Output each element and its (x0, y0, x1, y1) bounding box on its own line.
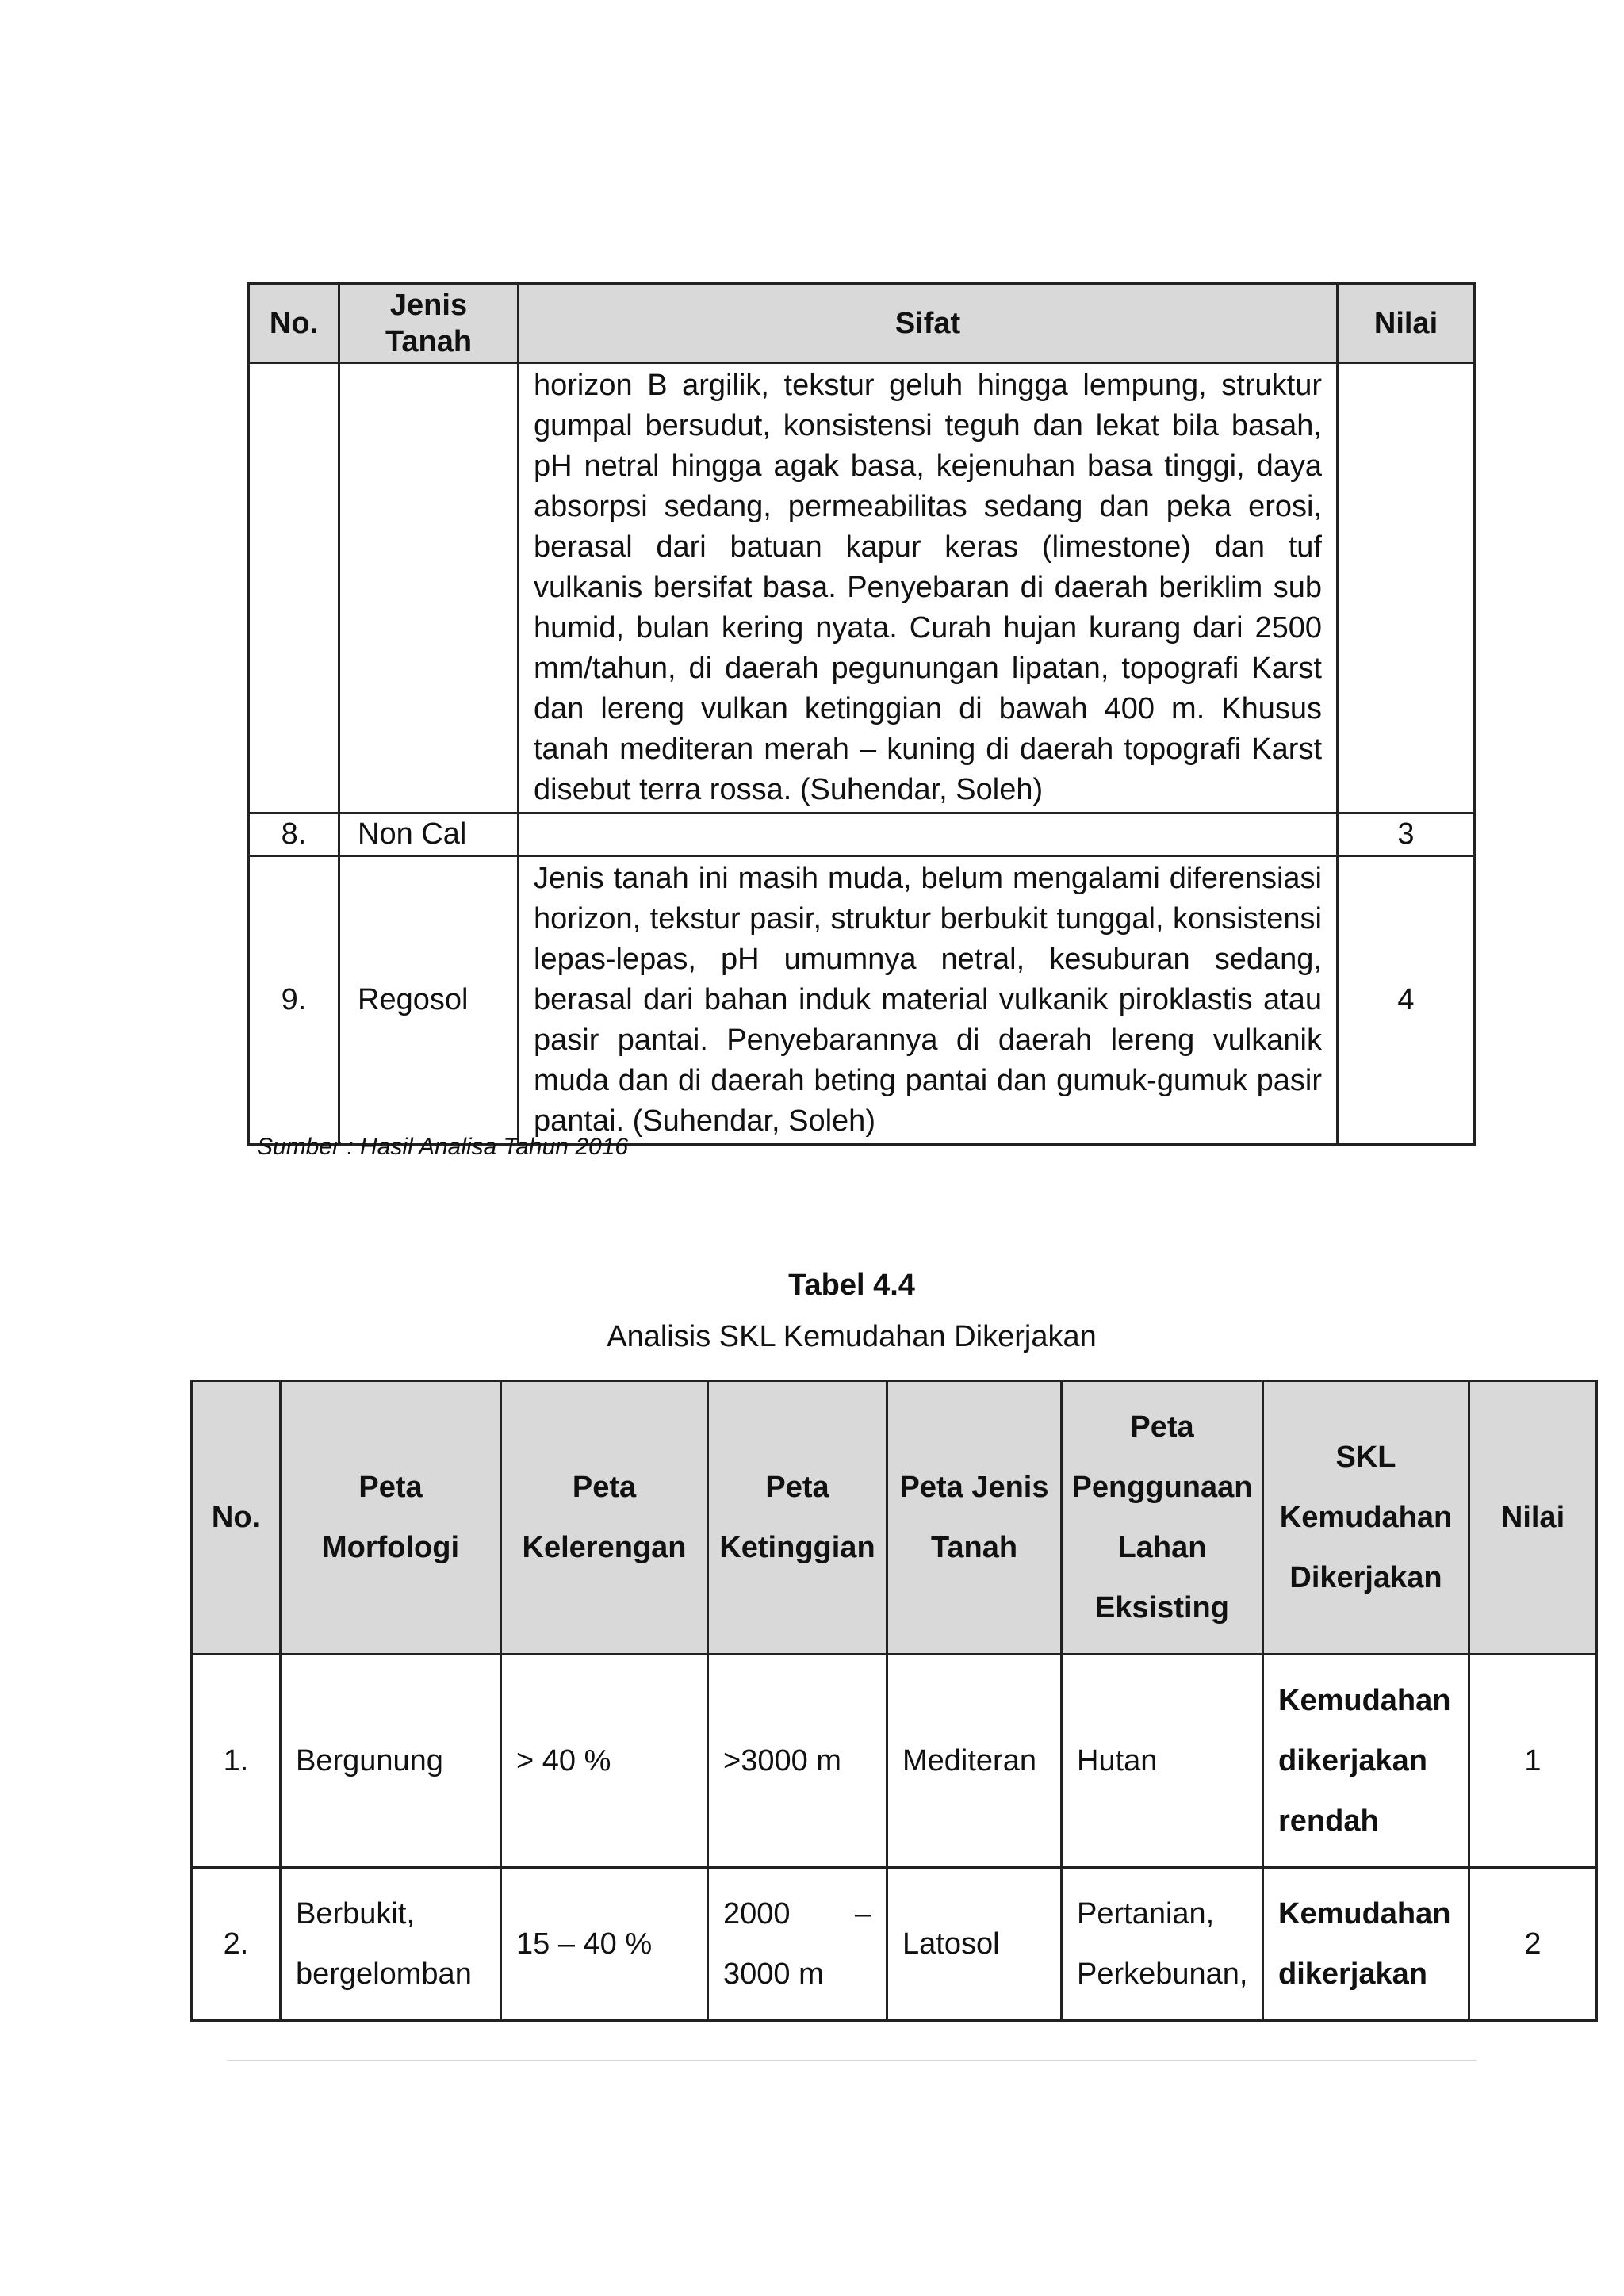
header-line: Dikerjakan (1289, 1561, 1442, 1594)
cell-line: 3000 m (723, 1957, 824, 1991)
cell-line: Perkebunan, (1077, 1957, 1248, 1991)
cell-no: 1. (192, 1655, 281, 1868)
table-caption-title: Tabel 4.4 (788, 1269, 915, 1302)
table-row (249, 856, 1475, 1145)
header-line: Peta (1130, 1410, 1194, 1444)
header-sifat: Sifat (519, 284, 1338, 363)
header-peta-kelerengan (501, 1381, 708, 1655)
table-row (249, 813, 1475, 856)
header-peta-penggunaan-lahan (1062, 1381, 1263, 1655)
header-peta-jenis-tanah (887, 1381, 1062, 1655)
header-line: Peta (765, 1471, 829, 1504)
soil-type-table (247, 282, 1476, 1146)
cell-jenis-tanah: Latosol (887, 1868, 1062, 2021)
cell-line: >3000 m (723, 1744, 841, 1777)
cell-line: Bergunung (296, 1744, 443, 1777)
cell-nilai: 4 (1338, 856, 1475, 1145)
table-row (192, 1655, 1597, 1868)
cell-line: Kemudahan (1278, 1897, 1451, 1931)
cell-text: – (854, 1897, 871, 1931)
cell-skl (1263, 1868, 1469, 2021)
cell-jenis-tanah: Mediteran (887, 1655, 1062, 1868)
table-header-row (249, 284, 1475, 363)
header-skl-kemudahan (1263, 1381, 1469, 1655)
cell-skl (1263, 1655, 1469, 1868)
cell-morfologi (281, 1868, 501, 2021)
header-jenis-tanah (339, 284, 519, 363)
cell-jenis: Regosol (339, 856, 519, 1145)
header-line: Eksisting (1095, 1591, 1229, 1624)
cell-line: Berbukit, (296, 1897, 415, 1931)
header-jenis-line1: Jenis (389, 288, 468, 322)
header-line: Peta Jenis (899, 1471, 1049, 1504)
header-jenis-line2: Tanah (385, 324, 473, 358)
cell-no: 2. (192, 1868, 281, 2021)
cell-no: 8. (249, 813, 339, 856)
cell-line: bergelomban (296, 1957, 472, 1991)
cell-jenis (339, 363, 519, 813)
header-no: No. (192, 1381, 281, 1655)
cell-line: dikerjakan (1278, 1744, 1427, 1777)
cell-line: Pertanian, (1077, 1897, 1215, 1931)
cell-no (249, 363, 339, 813)
header-nilai: Nilai (1338, 284, 1475, 363)
cell-nilai: 1 (1469, 1655, 1597, 1868)
table-row (192, 1868, 1597, 2021)
header-line: SKL (1335, 1441, 1396, 1474)
cell-penggunaan (1062, 1868, 1263, 2021)
header-line: Peta (358, 1471, 423, 1504)
table-row (249, 363, 1475, 813)
cell-ketinggian (708, 1868, 887, 2021)
header-line: Tanah (930, 1531, 1018, 1564)
cell-penggunaan (1062, 1655, 1263, 1868)
cell-line: Kemudahan (1278, 1684, 1451, 1717)
table-source-note: Sumber : Hasil Analisa Tahun 2016 (257, 1134, 629, 1160)
cell-line: dikerjakan (1278, 1957, 1427, 1991)
cell-sifat (519, 813, 1338, 856)
cell-line: rendah (1278, 1804, 1379, 1838)
cell-ketinggian (708, 1655, 887, 1868)
cell-no: 9. (249, 856, 339, 1145)
header-no: No. (249, 284, 339, 363)
cell-sifat: horizon B argilik, tekstur geluh hingga lempung, struktur gumpal bersudut, konsistensi teguh dan lekat bila basah, pH netral hingga agak basa, kejenuhan basa tinggi, daya absorpsi sedang, permeabilitas sedang dan peka erosi, berasal dari batuan kapur keras (limestone) dan tuf vulkanis bersifat basa. Penyebaran di daerah beriklim sub humid, bulan kering nyata. Curah hujan kurang dari 2500 mm/tahun, di daerah pegunungan lipatan, topografi Karst dan lereng vulkan ketinggian di bawah 400 m. Khusus tanah mediteran merah – kuning di daerah topografi Karst disebut terra rossa. (Suhendar, Soleh) (519, 363, 1338, 813)
cell-kelerengan: > 40 % (501, 1655, 708, 1868)
cell-nilai: 3 (1338, 813, 1475, 856)
header-line: Kelerengan (522, 1531, 687, 1564)
page-footer-divider (227, 2060, 1477, 2061)
header-line: Penggunaan (1071, 1471, 1253, 1504)
table-caption-subtitle: Analisis SKL Kemudahan Dikerjakan (607, 1320, 1097, 1353)
skl-analysis-table (190, 1380, 1598, 2022)
header-line: Ketinggian (719, 1531, 875, 1564)
cell-kelerengan: 15 – 40 % (501, 1868, 708, 2021)
cell-morfologi (281, 1655, 501, 1868)
header-line: Morfologi (321, 1531, 460, 1564)
cell-nilai: 2 (1469, 1868, 1597, 2021)
cell-jenis: Non Cal (339, 813, 519, 856)
header-line: Kemudahan (1279, 1501, 1453, 1534)
header-line: Lahan (1117, 1531, 1207, 1564)
header-peta-morfologi (281, 1381, 501, 1655)
header-peta-ketinggian (708, 1381, 887, 1655)
header-line: Peta (572, 1471, 637, 1504)
cell-line: Hutan (1077, 1744, 1158, 1777)
header-nilai: Nilai (1469, 1381, 1597, 1655)
cell-line (723, 1884, 871, 1944)
cell-text: 2000 (723, 1897, 791, 1931)
cell-nilai (1338, 363, 1475, 813)
table-header-row (192, 1381, 1597, 1655)
cell-sifat: Jenis tanah ini masih muda, belum mengalami diferensiasi horizon, tekstur pasir, struktur berbukit tunggal, konsistensi lepas-lepas, pH umumnya netral, kesuburan sedang, berasal dari bahan induk material vulkanik piroklastis atau pasir pantai. Penyebarannya di daerah lereng vulkanik muda dan di daerah beting pantai dan gumuk-gumuk pasir pantai. (Suhendar, Soleh) (519, 856, 1338, 1145)
